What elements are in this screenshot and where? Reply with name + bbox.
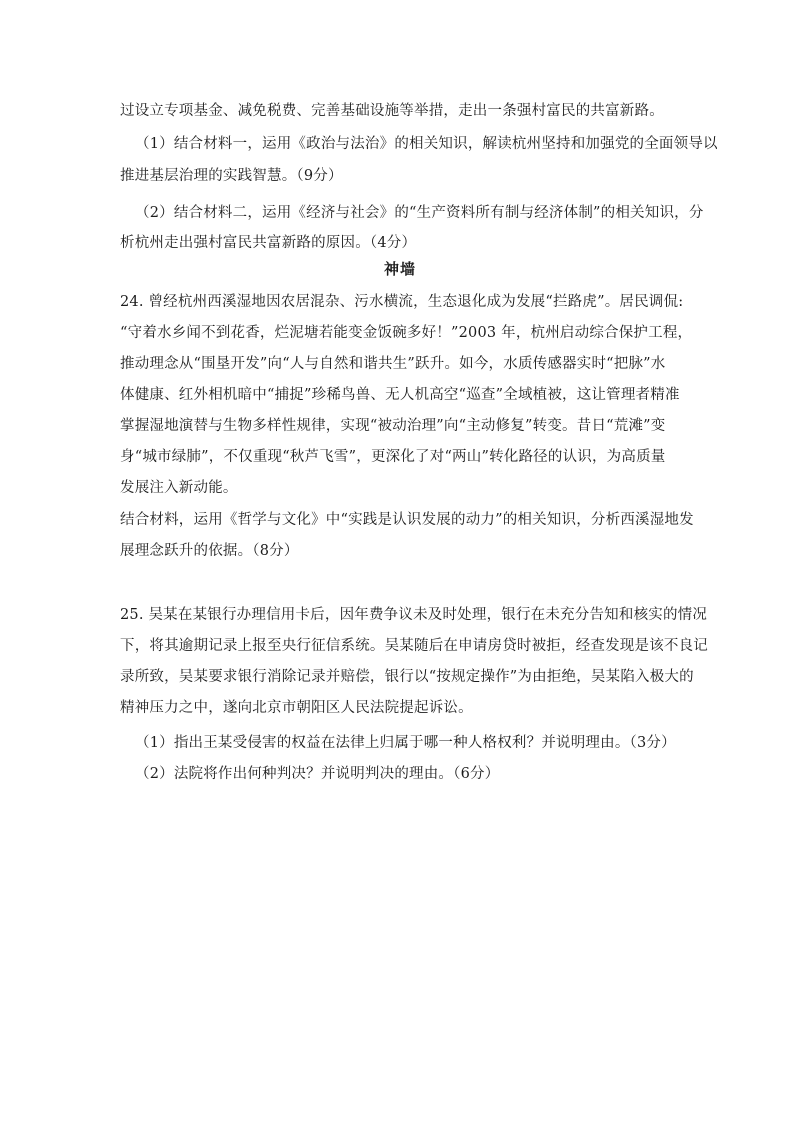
q25-material-line: 精神压力之中，遂向北京市朝阳区人民法院提起诉讼。 [120, 700, 473, 716]
question-2-line: 析杭州走出强村富民共富新路的原因。（4分） [120, 235, 417, 251]
watermark-text: 神墙 [383, 260, 416, 278]
question-2-line: （2）结合材料二，运用《经济与社会》的“生产资料所有制与经济体制”的相关知识，分 [135, 205, 704, 221]
q24-question-line: 展理念跃升的依据。（8分） [120, 543, 299, 559]
q24-material-line: “守着水乡闻不到花香，烂泥塘若能变金饭碗多好！”2003 年，杭州启动综合保护工程， [120, 325, 693, 341]
q24-question-line: 结合材料，运用《哲学与文化》中“实践是认识发展的动力”的相关知识，分析西溪湿地发 [120, 512, 694, 528]
q24-material-line: 24. 曾经杭州西溪湿地因农居混杂、污水横流，生态退化成为发展“拦路虎”。居民调侃: [120, 294, 684, 310]
q25-material-line: 下，将其逾期记录上报至央行征信系统。吴某随后在申请房贷时被拒，经查发现是该不良记 [120, 638, 708, 654]
q24-material-line: 推动理念从“围垦开发”向“人与自然和谐共生”跃升。如今，水质传感器实时“把脉”水 [120, 356, 666, 372]
q25-subquestion-1: （1）指出王某受侵害的权益在法律上归属于哪一种人格权利？并说明理由。（3分） [135, 735, 676, 751]
q24-material-line: 体健康、红外相机暗中“捕捉”珍稀鸟兽、无人机高空“巡查”全域植被，这让管理者精准 [120, 387, 680, 403]
q25-subquestion-2: （2）法院将作出何种判决？并说明判决的理由。（6分） [135, 766, 500, 782]
q25-material-line: 录所致，吴某要求银行消除记录并赔偿，银行以“按规定操作”为由拒绝，吴某陷入极大的 [120, 669, 694, 685]
question-1-line: （1）结合材料一，运用《政治与法治》的相关知识，解读杭州坚持和加强党的全面领导以 [135, 136, 718, 152]
q24-material-line: 掌握湿地演替与生物多样性规律，实现“被动治理”向“主动修复”转变。昔日“荒滩”变 [120, 418, 666, 434]
question-1-line: 推进基层治理的实践智慧。（9分） [120, 168, 343, 184]
q24-material-line: 身“城市绿肺”，不仅重现“秋芦飞雪”，更深化了对“两山”转化路径的认识，为高质量 [120, 449, 666, 465]
material-text-line: 过设立专项基金、减免税费、完善基础设施等举措，走出一条强村富民的共富新路。 [120, 103, 664, 119]
q25-material-line: 25. 吴某在某银行办理信用卡后，因年费争议未及时处理，银行在未充分告知和核实的情况 [120, 607, 708, 623]
q24-material-line: 发展注入新动能。 [120, 480, 238, 496]
